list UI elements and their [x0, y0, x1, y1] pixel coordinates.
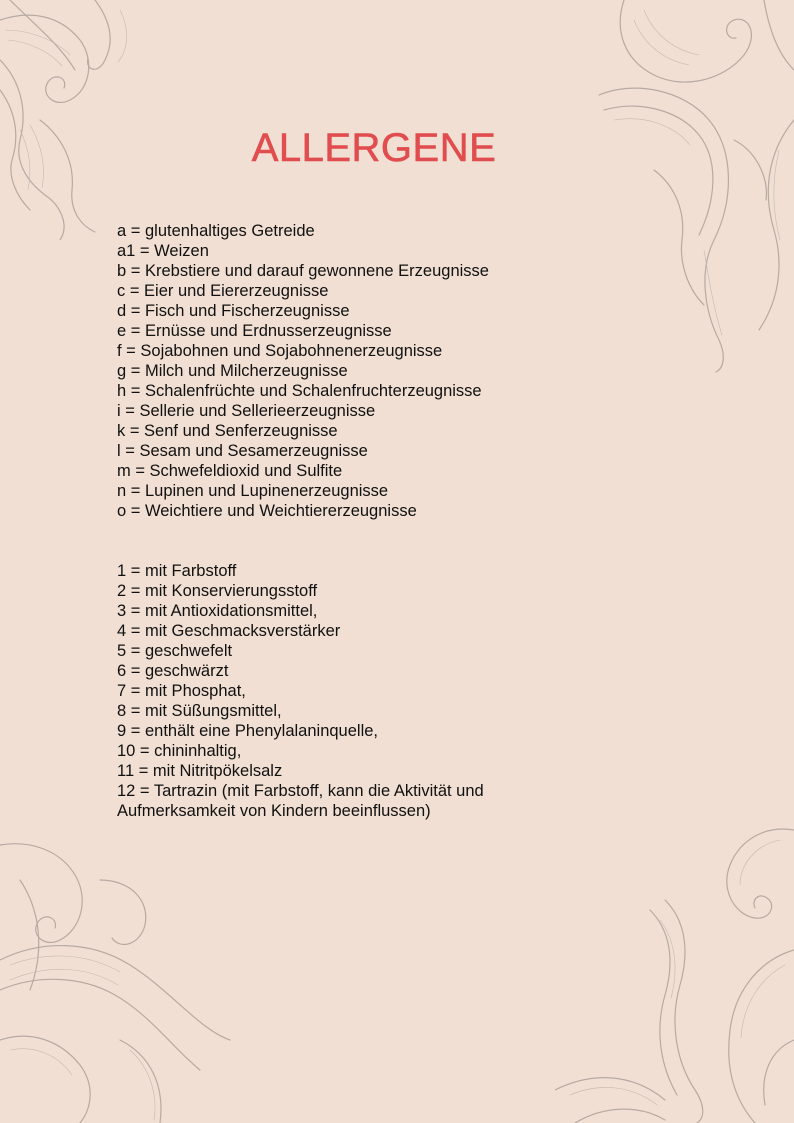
list-item: f = Sojabohnen und Sojabohnenerzeugnisse: [117, 342, 443, 360]
list-item: 11 = mit Nitritpökelsalz: [117, 762, 283, 780]
list-item: d = Fisch und Fischerzeugnisse: [117, 302, 350, 320]
list-item: 9 = enthält eine Phenylalaninquelle,: [117, 722, 378, 740]
bottom-left-ornament: [0, 840, 240, 1123]
additive-list: [117, 561, 557, 821]
list-item: 2 = mit Konservierungsstoff: [117, 582, 318, 600]
allergen-list: [117, 221, 489, 521]
list-item: m = Schwefeldioxid und Sulfite: [117, 462, 343, 480]
list-item: 10 = chininhaltig,: [117, 742, 242, 760]
list-item: k = Senf und Senferzeugnisse: [117, 422, 338, 440]
list-item: 4 = mit Geschmacksverstärker: [117, 622, 341, 640]
list-item: b = Krebstiere und darauf gewonnene Erzeugnisse: [117, 262, 489, 280]
list-item: 1 = mit Farbstoff: [117, 562, 237, 580]
list-item: c = Eier und Eiererzeugnisse: [117, 282, 329, 300]
list-item: 6 = geschwärzt: [117, 662, 229, 680]
list-item: o = Weichtiere und Weichtiererzeugnisse: [117, 502, 417, 520]
list-item: 8 = mit Süßungsmittel,: [117, 702, 282, 720]
top-right-ornament: [594, 0, 794, 375]
list-item: l = Sesam und Sesamerzeugnisse: [117, 442, 368, 460]
list-item: e = Ernüsse und Erdnusserzeugnisse: [117, 322, 392, 340]
page-title: ALLERGENE: [251, 126, 497, 170]
list-item: a1 = Weizen: [117, 242, 209, 260]
list-item: 12 = Tartrazin (mit Farbstoff, kann die Aktivität und Aufmerksamkeit von Kindern beeinflussen): [117, 782, 484, 820]
bottom-right-ornament: [555, 820, 794, 1123]
list-item: 5 = geschwefelt: [117, 642, 233, 660]
list-item: 7 = mit Phosphat,: [117, 682, 246, 700]
list-item: i = Sellerie und Sellerieerzeugnisse: [117, 402, 376, 420]
list-item: 3 = mit Antioxidationsmittel,: [117, 602, 318, 620]
list-item: a = glutenhaltiges Getreide: [117, 222, 315, 240]
top-left-ornament: [0, 0, 190, 240]
list-item: n = Lupinen und Lupinenerzeugnisse: [117, 482, 389, 500]
list-item: g = Milch und Milcherzeugnisse: [117, 362, 348, 380]
list-item: h = Schalenfrüchte und Schalenfruchterzeugnisse: [117, 382, 482, 400]
